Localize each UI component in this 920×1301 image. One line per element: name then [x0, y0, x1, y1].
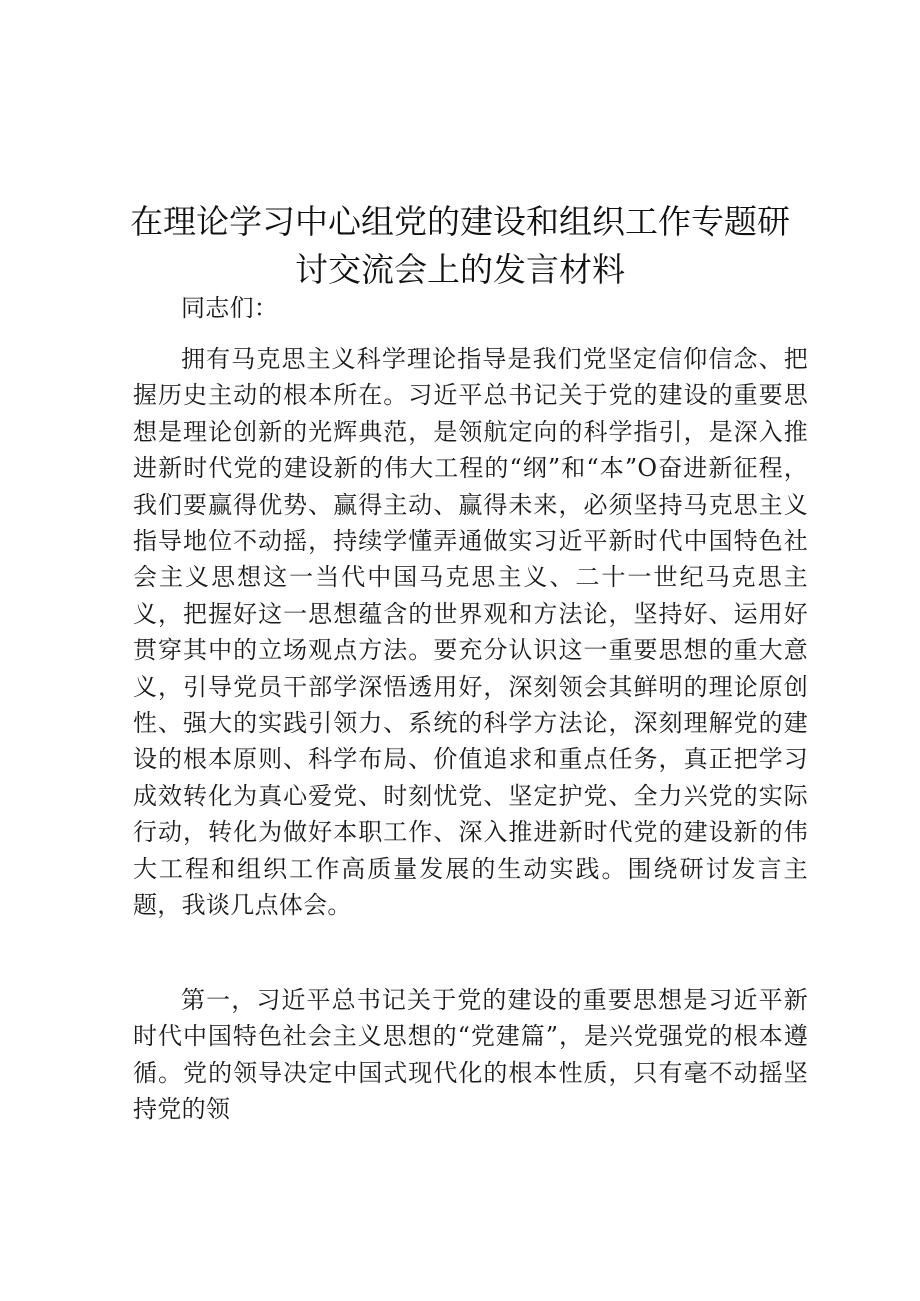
title-line-1: 在理论学习中心组党的建设和组织工作专题研 [130, 202, 790, 241]
body-paragraph-2: 第一，习近平总书记关于党的建设的重要思想是习近平新时代中国特色社会主义思想的“党建篇”，是兴党强党的根本遵循。党的领导决定中国式现代化的根本性质，只有毫不动摇坚持党的领 [133, 986, 808, 1124]
body-paragraph-1: 拥有马克思主义科学理论指导是我们党坚定信仰信念、把握历史主动的根本所在。习近平总书记关于党的建设的重要思想是理论创新的光辉典范，是领航定向的科学指引，是深入推进新时代党的建设新的伟大工程的“纲”和“本”O奋进新征程，我们要赢得优势、赢得主动、赢得未来，必须坚持马克思主义指导地位不动摇，持续学懂弄通做实习近平新时代中国特色社会主义思想这一当代中国马克思主义、二十一世纪马克思主义，把握好这一思想蕴含的世界观和方法论，坚持好、运用好贯穿其中的立场观点方法。要充分认识这一重要思想的重大意义，引导党员干部学深悟透用好，深刻领会其鲜明的理论原创性、强大的实践引领力、系统的科学方法论，深刻理解党的建设的根本原则、科学布局、价值追求和重点任务，真正把学习成效转化为真心爱党、时刻忧党、坚定护党、全力兴党的实际行动，转化为做好本职工作、深入推进新时代党的建设新的伟大工程和组织工作高质量发展的生动实践。围绕研讨发言主题，我谈几点体会。 [133, 345, 808, 920]
salutation: 同志们： [181, 294, 279, 322]
document-title [0, 198, 920, 294]
title-line-2: 讨交流会上的发言材料 [295, 250, 625, 289]
